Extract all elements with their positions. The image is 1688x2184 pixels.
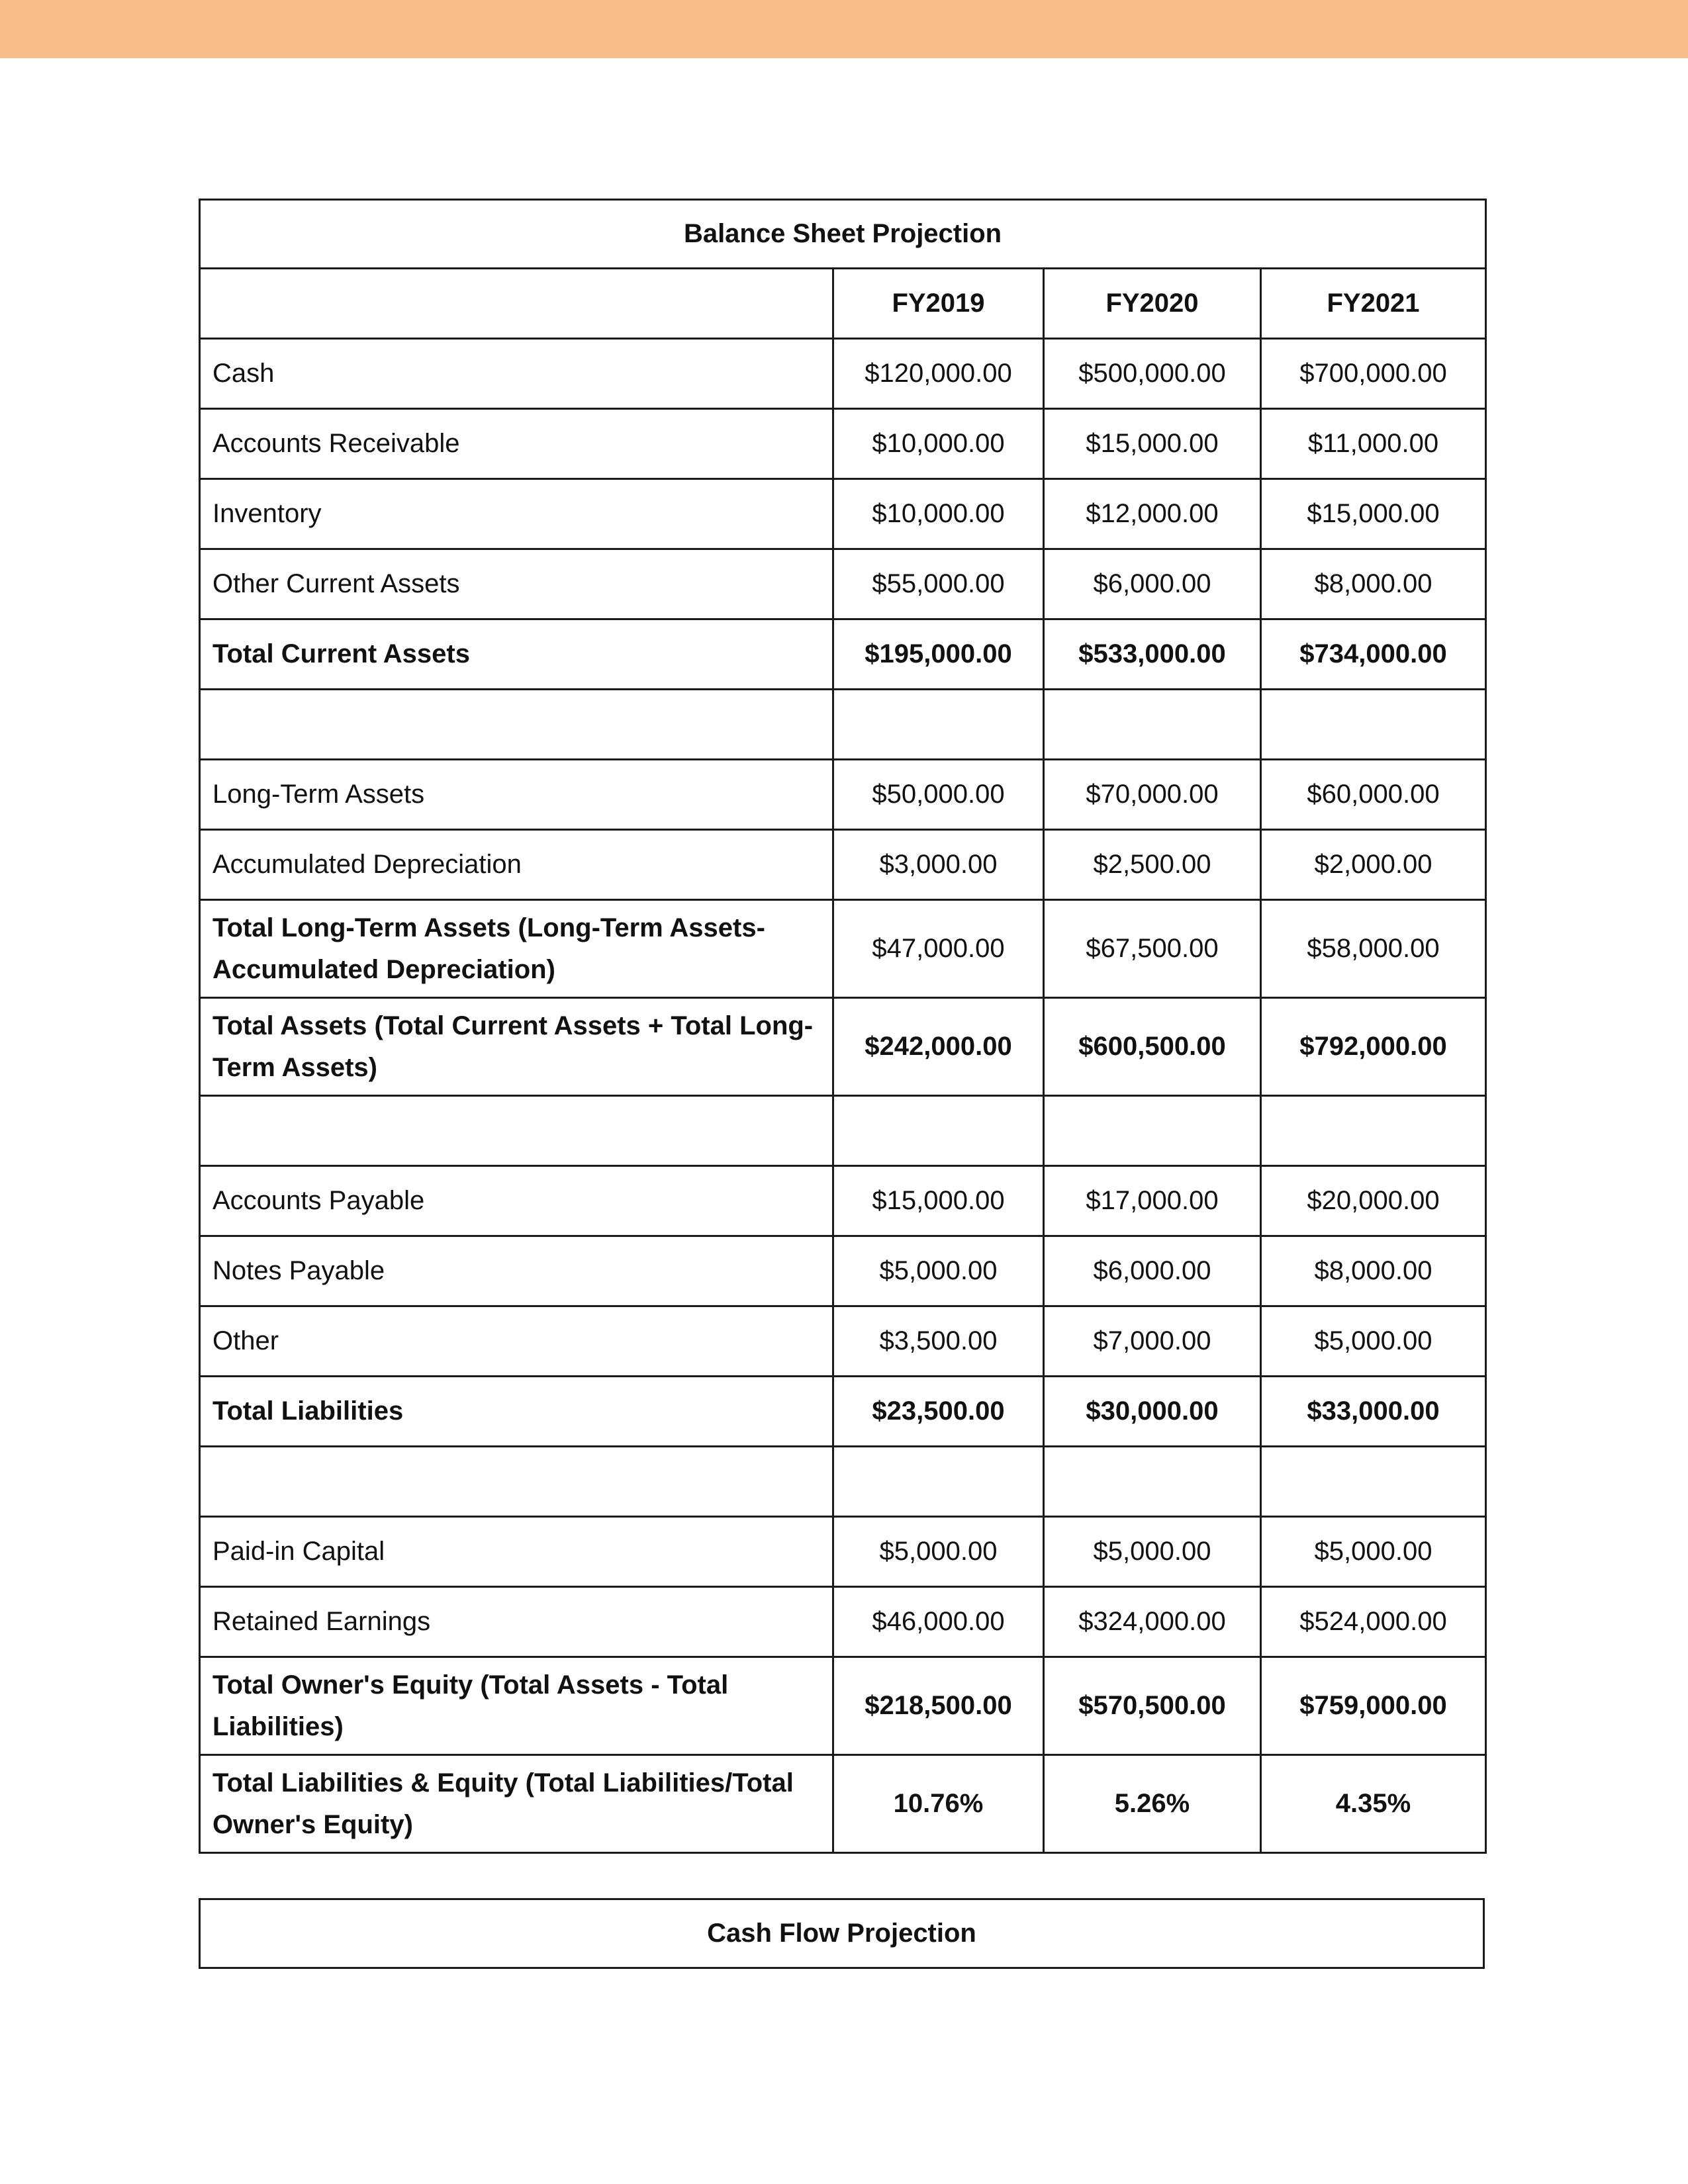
value-cell-fy2019: $242,000.00 [833, 998, 1044, 1096]
value-cell-fy2020: $15,000.00 [1044, 409, 1261, 479]
row-label: Accounts Receivable [200, 409, 833, 479]
table-row [200, 998, 1486, 1096]
value-cell-fy2021: $8,000.00 [1261, 1236, 1486, 1306]
value-cell-fy2020: $600,500.00 [1044, 998, 1261, 1096]
value-cell-fy2021: $759,000.00 [1261, 1657, 1486, 1755]
value-cell-fy2020: $17,000.00 [1044, 1166, 1261, 1236]
value-cell-fy2021: $734,000.00 [1261, 619, 1486, 690]
value-cell-fy2021: $11,000.00 [1261, 409, 1486, 479]
row-label [200, 1447, 833, 1517]
row-label: Total Long-Term Assets (Long-Term Assets-Accumulated Depreciation) [200, 900, 833, 998]
value-cell-fy2021 [1261, 690, 1486, 760]
value-cell-fy2021: $58,000.00 [1261, 900, 1486, 998]
table-row [200, 619, 1486, 690]
column-header-fy2021: FY2021 [1261, 269, 1486, 339]
column-header-fy2020: FY2020 [1044, 269, 1261, 339]
value-cell-fy2020: $6,000.00 [1044, 1236, 1261, 1306]
value-cell-fy2020: 5.26% [1044, 1755, 1261, 1853]
value-cell-fy2020: $7,000.00 [1044, 1306, 1261, 1377]
value-cell-fy2021: $5,000.00 [1261, 1517, 1486, 1587]
value-cell-fy2019: $5,000.00 [833, 1517, 1044, 1587]
row-label: Long-Term Assets [200, 760, 833, 830]
row-label: Paid-in Capital [200, 1517, 833, 1587]
table-row [200, 1236, 1486, 1306]
value-cell-fy2021: $792,000.00 [1261, 998, 1486, 1096]
value-cell-fy2019: $55,000.00 [833, 549, 1044, 619]
row-label: Total Owner's Equity (Total Assets - Total Liabilities) [200, 1657, 833, 1755]
table-row [200, 1377, 1486, 1447]
value-cell-fy2019: $218,500.00 [833, 1657, 1044, 1755]
row-label: Total Current Assets [200, 619, 833, 690]
value-cell-fy2019 [833, 690, 1044, 760]
spacer-row [200, 1096, 1486, 1166]
table-row [200, 830, 1486, 900]
row-label: Accumulated Depreciation [200, 830, 833, 900]
row-label: Notes Payable [200, 1236, 833, 1306]
table-row [200, 1755, 1486, 1853]
value-cell-fy2020: $70,000.00 [1044, 760, 1261, 830]
row-label: Cash [200, 339, 833, 409]
value-cell-fy2020: $12,000.00 [1044, 479, 1261, 549]
value-cell-fy2020: $324,000.00 [1044, 1587, 1261, 1657]
table-row [200, 1587, 1486, 1657]
value-cell-fy2019 [833, 1096, 1044, 1166]
value-cell-fy2021: $700,000.00 [1261, 339, 1486, 409]
value-cell-fy2019: $46,000.00 [833, 1587, 1044, 1657]
value-cell-fy2020: $5,000.00 [1044, 1517, 1261, 1587]
value-cell-fy2021 [1261, 1096, 1486, 1166]
value-cell-fy2019: $5,000.00 [833, 1236, 1044, 1306]
value-cell-fy2020: $2,500.00 [1044, 830, 1261, 900]
value-cell-fy2019: $195,000.00 [833, 619, 1044, 690]
cash-flow-title-row [200, 1899, 1484, 1968]
value-cell-fy2020: $533,000.00 [1044, 619, 1261, 690]
value-cell-fy2020: $500,000.00 [1044, 339, 1261, 409]
value-cell-fy2019: $50,000.00 [833, 760, 1044, 830]
value-cell-fy2019: $10,000.00 [833, 409, 1044, 479]
value-cell-fy2019: $47,000.00 [833, 900, 1044, 998]
row-label: Other [200, 1306, 833, 1377]
row-label: Inventory [200, 479, 833, 549]
table-row [200, 1306, 1486, 1377]
column-header-fy2019: FY2019 [833, 269, 1044, 339]
value-cell-fy2019: $120,000.00 [833, 339, 1044, 409]
value-cell-fy2021: $60,000.00 [1261, 760, 1486, 830]
row-label: Total Liabilities [200, 1377, 833, 1447]
value-cell-fy2020: $67,500.00 [1044, 900, 1261, 998]
value-cell-fy2021: $5,000.00 [1261, 1306, 1486, 1377]
row-label: Other Current Assets [200, 549, 833, 619]
value-cell-fy2019: $10,000.00 [833, 479, 1044, 549]
value-cell-fy2021: $20,000.00 [1261, 1166, 1486, 1236]
table-row [200, 479, 1486, 549]
row-label: Retained Earnings [200, 1587, 833, 1657]
table-row [200, 1657, 1486, 1755]
value-cell-fy2021 [1261, 1447, 1486, 1517]
value-cell-fy2019: 10.76% [833, 1755, 1044, 1853]
value-cell-fy2019: $23,500.00 [833, 1377, 1044, 1447]
table-row [200, 1517, 1486, 1587]
table-row [200, 549, 1486, 619]
header-empty-cell [200, 269, 833, 339]
table-row [200, 1166, 1486, 1236]
cash-flow-table [199, 1898, 1485, 1969]
value-cell-fy2020: $30,000.00 [1044, 1377, 1261, 1447]
value-cell-fy2021: $15,000.00 [1261, 479, 1486, 549]
spacer-row [200, 690, 1486, 760]
cash-flow-title: Cash Flow Projection [200, 1899, 1484, 1968]
value-cell-fy2019: $15,000.00 [833, 1166, 1044, 1236]
table-row [200, 760, 1486, 830]
spacer-row [200, 1447, 1486, 1517]
value-cell-fy2019: $3,000.00 [833, 830, 1044, 900]
top-color-band [0, 0, 1688, 58]
row-label: Total Liabilities & Equity (Total Liabilities/Total Owner's Equity) [200, 1755, 833, 1853]
row-label: Accounts Payable [200, 1166, 833, 1236]
value-cell-fy2020: $6,000.00 [1044, 549, 1261, 619]
value-cell-fy2021: $2,000.00 [1261, 830, 1486, 900]
value-cell-fy2020 [1044, 1096, 1261, 1166]
balance-sheet-title: Balance Sheet Projection [200, 200, 1486, 269]
value-cell-fy2019: $3,500.00 [833, 1306, 1044, 1377]
row-label [200, 690, 833, 760]
row-label [200, 1096, 833, 1166]
table-row [200, 339, 1486, 409]
value-cell-fy2020: $570,500.00 [1044, 1657, 1261, 1755]
value-cell-fy2021: $8,000.00 [1261, 549, 1486, 619]
value-cell-fy2021: 4.35% [1261, 1755, 1486, 1853]
balance-sheet-table [199, 199, 1487, 1854]
value-cell-fy2020 [1044, 1447, 1261, 1517]
row-label: Total Assets (Total Current Assets + Total Long-Term Assets) [200, 998, 833, 1096]
column-header-row [200, 269, 1486, 339]
value-cell-fy2019 [833, 1447, 1044, 1517]
value-cell-fy2021: $524,000.00 [1261, 1587, 1486, 1657]
balance-title-row [200, 200, 1486, 269]
table-row [200, 900, 1486, 998]
value-cell-fy2020 [1044, 690, 1261, 760]
value-cell-fy2021: $33,000.00 [1261, 1377, 1486, 1447]
table-row [200, 409, 1486, 479]
